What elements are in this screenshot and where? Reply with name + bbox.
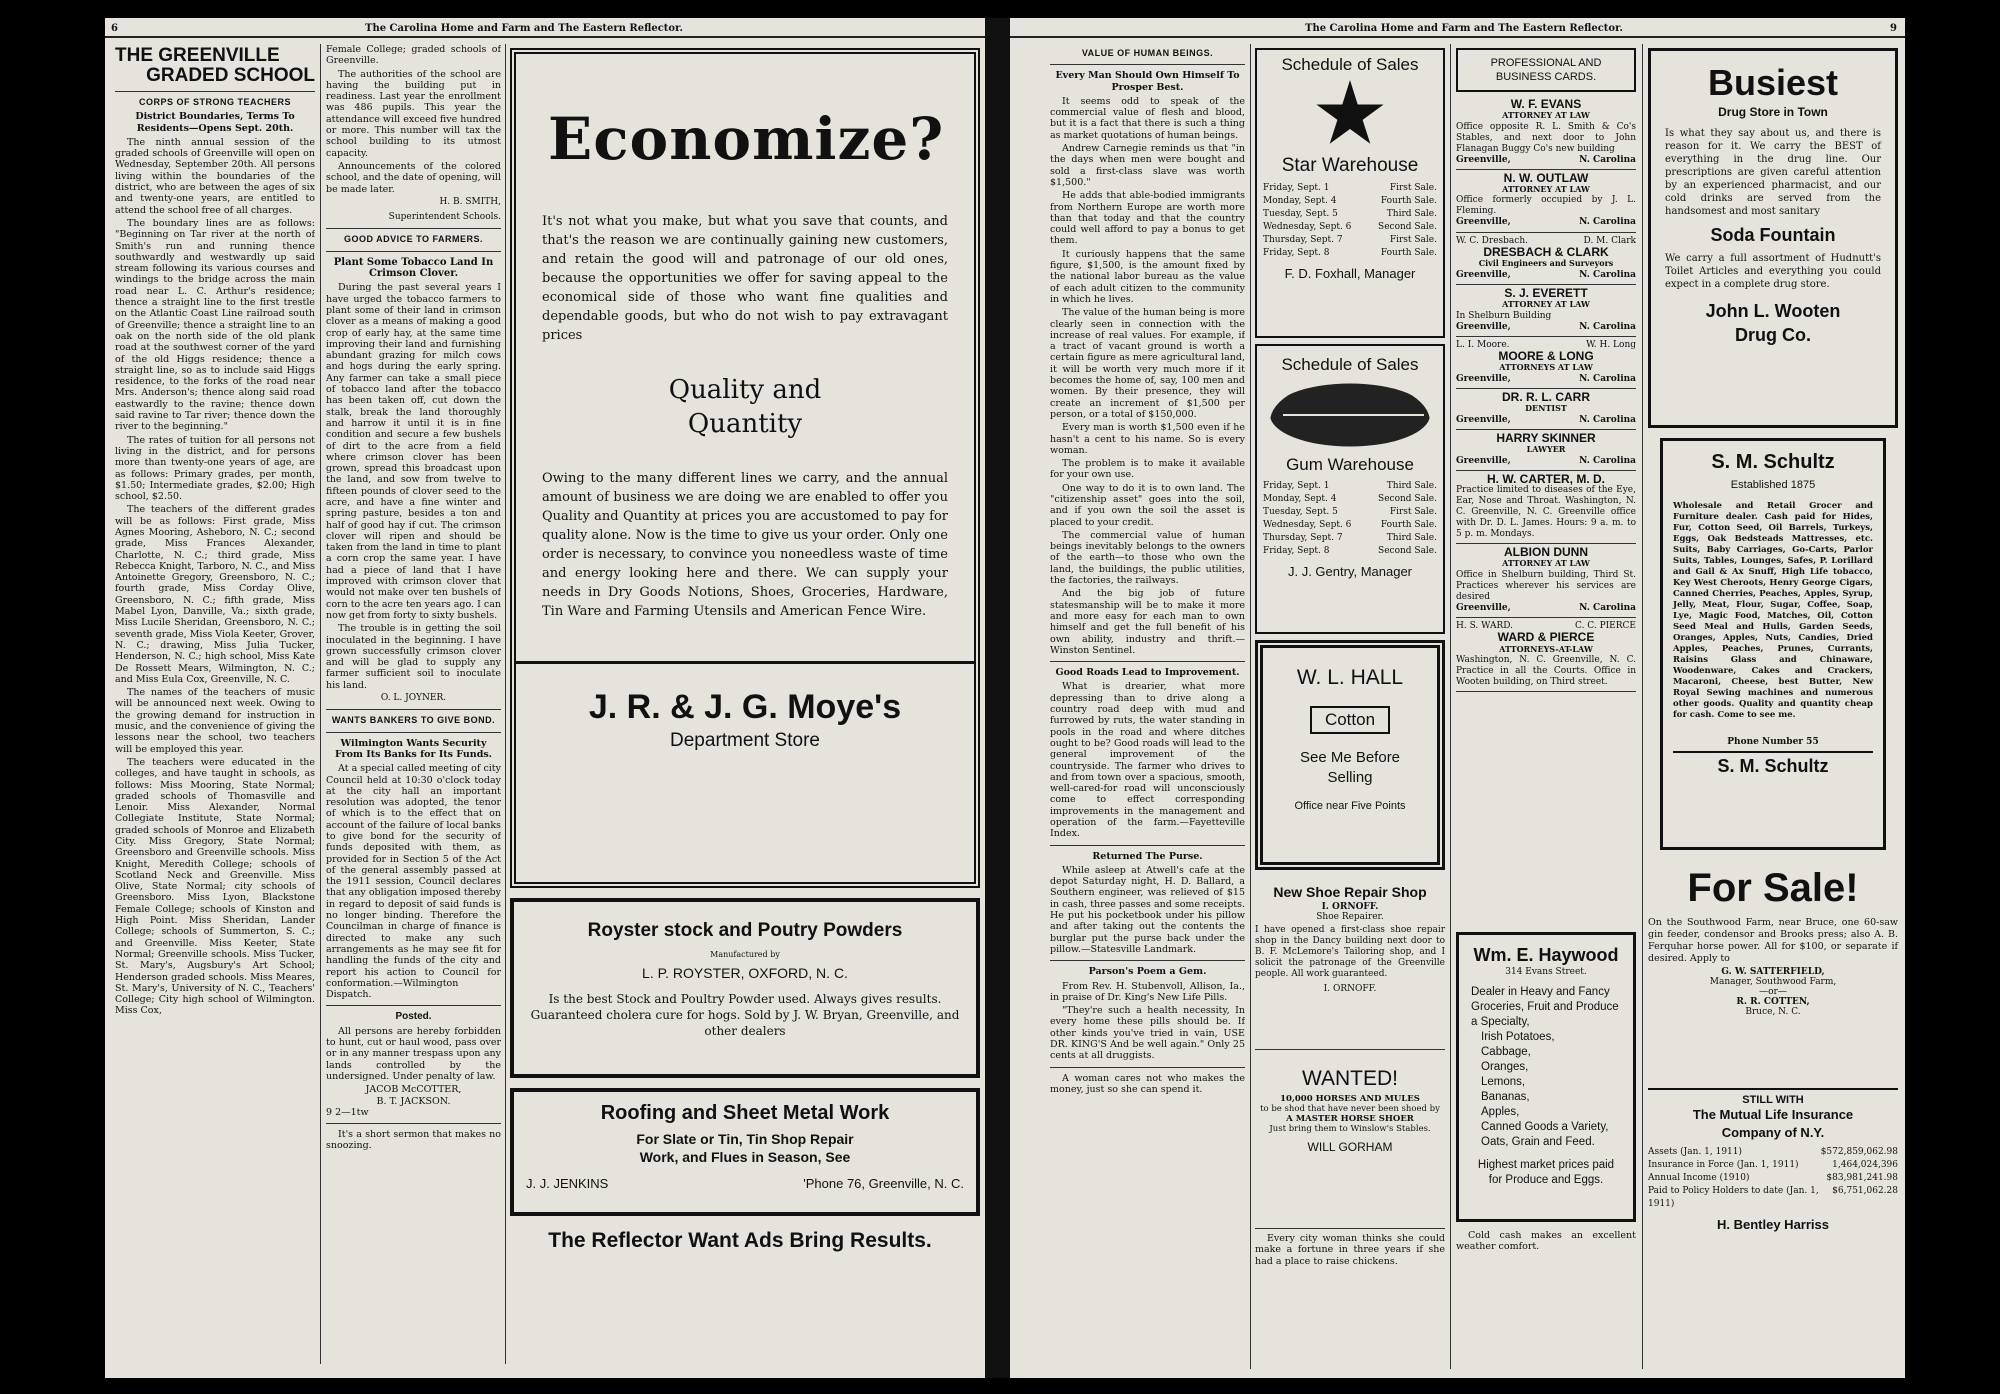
- card-name: H. W. CARTER, M. D.: [1487, 471, 1605, 486]
- ad-moye-store-name: J. R. & J. G. Moye's: [588, 688, 902, 726]
- sale-date: Thursday, Sept. 7: [1263, 533, 1343, 543]
- card-text: Practice limited to diseases of the Eye, Ear, Nose and Throat. Washington, N. C. Greenville, N. C. Greenville office with Dr. D. L. James. Hours: 9 a. m. to 5 p. m. Mondays.: [1456, 485, 1636, 540]
- card-title: ATTORNEY AT LAW: [1502, 110, 1590, 121]
- sale-date: Friday, Sept. 1: [1263, 183, 1330, 193]
- ad-schultz-sig: S. M. Schultz: [1673, 751, 1873, 779]
- ad-sale-title1: Manager, Southwood Farm,: [1709, 977, 1837, 987]
- paragraph: Announcements of the colored school, and the date of opening, will be made later.: [326, 160, 501, 195]
- ad-wooten-name1: John L. Wooten: [1705, 301, 1841, 321]
- filler-city-woman: [1255, 1228, 1445, 1278]
- card-state: N. Carolina: [1579, 455, 1636, 466]
- partner-name: H. S. WARD.: [1456, 621, 1513, 632]
- paragraph: And the big job of future statesmanship will be to make it more and more easy for each man to own himself and get the full benefit of his own ability, industry and thrift.—Winston Sentinel.: [1050, 588, 1245, 656]
- ad-royster-headline: Royster stock and Poutry Powders: [587, 920, 903, 941]
- card-text: Washington, N. C. Greenville, N. C. Practice in all the Courts. Office in Wooten building, on Third street.: [1456, 654, 1636, 687]
- cards-title1: PROFESSIONAL AND: [1490, 57, 1602, 69]
- card-city: Greenville,: [1456, 217, 1511, 228]
- business-card: [1456, 233, 1636, 285]
- sale-number: Fourth Sale.: [1380, 196, 1437, 206]
- left-running-title: The Carolina Home and Farm and The Eastern Reflector.: [365, 23, 683, 34]
- mutual-value: $572,859,062.98: [1820, 1147, 1898, 1157]
- date-line: 9 2—1tw: [326, 1106, 369, 1118]
- card-text: Office in Shelburn building, Third St. Practices wherever his services are desired: [1456, 569, 1636, 602]
- card-name: S. J. EVERETT: [1504, 285, 1588, 300]
- card-title: ATTORNEY AT LAW: [1502, 184, 1590, 195]
- ad-wooten-headline: Busiest: [1707, 62, 1839, 103]
- professional-cards: [1456, 44, 1636, 924]
- sale-number: Second Sale.: [1378, 222, 1437, 232]
- card-city: Greenville,: [1456, 154, 1511, 165]
- ad-mutual-life: [1648, 1088, 1898, 1273]
- ad-royster-manu: Manufactured by: [710, 950, 780, 959]
- paragraph: A woman cares not who makes the money, just so she can spend it.: [1050, 1072, 1245, 1095]
- headline-bankers: WANTS BANKERS TO GIVE BOND.: [331, 715, 496, 726]
- ad-wooten-body: Is what they say about us, and there is reason for it. We carry the BEST of everything in the drug line. Our prescriptions are given careful attention by an experienced pharmacist, and our cold drinks are served from the handsomest and most sanitary: [1665, 128, 1881, 217]
- paragraph: The problem is to make it available for your own use.: [1050, 458, 1245, 481]
- paragraph: It's a short sermon that makes no snoozing.: [326, 1129, 501, 1152]
- card-title: LAWYER: [1526, 444, 1566, 455]
- ad-shoe-sig: I. ORNOFF.: [1323, 984, 1377, 994]
- paragraph: The boundary lines are as follows: "Beginning on Tar river at the north of Smith's run and running thence southwardly and westwardly up said stream following its various courses and windings to the bridge across the main road near L. C. Arthur's residence; thence a straight line to the first trestle on the Atlantic Coast Line railroad south of Greenville; thence a straight line to an oak on the north side of the old plank road at the southwest corner of the yard of the old Higgs residence; thence a straight line, so as to include said Higgs residence, to the forks of the road near Mrs. Anderson's; thence along said road eastwardly to the ravine; thence down said ravine to Tar river; thence down the river to the beginning.": [115, 217, 315, 433]
- card-state: N. Carolina: [1579, 602, 1636, 613]
- sale-date: Monday, Sept. 4: [1263, 494, 1337, 504]
- card-state: N. Carolina: [1579, 321, 1636, 332]
- footer-want-ads: The Reflector Want Ads Bring Results.: [548, 1229, 932, 1252]
- tobacco-leaf-icon: [1270, 380, 1430, 450]
- partner-name: L. I. Moore.: [1456, 339, 1510, 350]
- card-text: In Shelburn Building: [1456, 310, 1552, 321]
- ad-moye-headline: Economize?: [548, 105, 945, 173]
- ad-schultz: [1660, 438, 1886, 850]
- business-card: [1456, 285, 1636, 337]
- paragraph: He adds that able-bodied immigrants from Northern Europe are worth more than that today and that the country could well afford to pay a bonus to get them.: [1050, 190, 1245, 247]
- ad-wooten-soda: Soda Fountain: [1710, 225, 1836, 245]
- ad-haywood: [1456, 932, 1636, 1222]
- sale-number: First Sale.: [1389, 507, 1437, 517]
- paragraph: At a special called meeting of city Council held at 10:30 o'clock today at the city hall an important resolution was adopted, the tenor of which is to the effect that on account of the failure of local banks to give bond for the security of funds deposited with them, as provided for in Section 5 of the Act of the general assembly passed at the 1911 session, Council declares that any obligation imposed thereby in regard to deposit of said funds is no longer binding. Therefore the Councilman in charge of finance is directed to make any such arrangements as he may see fit for handling the funds of the city and report his action to Council for conformation.—Wilmington Dispatch.: [326, 763, 501, 1001]
- cards-header: [1456, 48, 1636, 92]
- business-card: [1456, 337, 1636, 389]
- ad-shoe-name: I. ORNOFF.: [1321, 902, 1379, 912]
- article-human-beings: [1050, 44, 1245, 1369]
- partner-name: W. H. Long: [1586, 339, 1636, 350]
- ad-sale-headline: For Sale!: [1687, 866, 1859, 910]
- card-name: MOORE & LONG: [1498, 349, 1594, 364]
- card-title: ATTORNEYS-AT-LAW: [1499, 643, 1593, 654]
- paragraph: During the past several years I have urged the tobacco farmers to plant some of their land in crimson clover as a means of making a good crop of early hay, at the same time improving their land and furnishing abundant grazing for milch cows and hogs during the early spring. Any farmer can take a small piece of tobacco land after the tobacco has been taken off, cut down the stalk, break the land thoroughly and harrow it until it is in fine condition and secure a few bushels of dirt to the acre from a field where crimson clover has been grown, spread this broadcast upon the land, and sow from twelve to fifteen pounds of clover seed to the acre, and have a fine winter and spring pasture, besides a ton and half of good hay if cut. The crimson clover will ripen and should be taken from the land in time to plant a corn crop the same year. I have had a piece of land that I have improved with crimson clover that would not make over ten bushels of corn to the acre ten years ago. I can now get from forty to sixty bushels.: [326, 282, 501, 621]
- ad-haywood-foot: Highest market prices paid for Produce and Eggs.: [1477, 1159, 1615, 1186]
- left-running-head: [105, 22, 985, 38]
- right-running-title: The Carolina Home and Farm and The Eastern Reflector.: [1305, 23, 1623, 34]
- filler-cold-cash: [1456, 1230, 1636, 1270]
- sale-date: Friday, Sept. 8: [1263, 248, 1330, 258]
- sale-date: Tuesday, Sept. 5: [1263, 209, 1338, 219]
- signature: H. B. SMITH,: [439, 196, 501, 207]
- ad-hall-line2: Selling: [1327, 769, 1373, 786]
- mutual-value: $6,751,062.28: [1832, 1186, 1898, 1196]
- ad-sale-place: Bruce, N. C.: [1745, 1007, 1801, 1017]
- sale-number: Fourth Sale.: [1380, 520, 1437, 530]
- signature: B. T. JACKSON.: [376, 1095, 451, 1107]
- sale-date: Monday, Sept. 4: [1263, 196, 1337, 206]
- card-title: ATTORNEY AT LAW: [1502, 299, 1590, 310]
- card-title: DENTIST: [1525, 403, 1567, 414]
- ad-star-title: Schedule of Sales: [1281, 55, 1419, 74]
- ad-gum-manager: J. J. Gentry, Manager: [1287, 564, 1413, 579]
- ad-haywood-addr: 314 Evans Street.: [1505, 967, 1587, 977]
- paragraph: The commercial value of human beings inevitably belongs to the owners of the earth—to those who own the land, the buildings, the public utilities, the factories, the railways.: [1050, 529, 1245, 587]
- ad-schultz-name: S. M. Schultz: [1711, 451, 1835, 473]
- sale-date: Friday, Sept. 1: [1263, 481, 1330, 491]
- card-state: N. Carolina: [1579, 217, 1636, 228]
- card-city: Greenville,: [1456, 269, 1511, 280]
- right-running-head: [1010, 22, 1905, 38]
- card-name: DRESBACH & CLARK: [1483, 245, 1609, 260]
- paragraph: The names of the teachers of music will be announced next week. Owing to the growing demand for instruction in music, and the convenience of giving the lessons near the school, two teachers will be employed this year.: [115, 687, 315, 755]
- grocery-item: Irish Potatoes,: [1481, 1031, 1555, 1043]
- sale-number: Third Sale.: [1386, 481, 1437, 491]
- article-graded-school: [115, 44, 315, 1359]
- sale-number: Second Sale.: [1378, 494, 1437, 504]
- grocery-item: Apples,: [1481, 1106, 1520, 1118]
- ad-moye-store-sub: Department Store: [670, 730, 820, 751]
- paragraph: While asleep at Atwell's cafe at the depot Saturday night, H. D. Ballard, a Southern engineer, was relieved of $15 in cash, three passes and some receipts. He put his pocketbook under his pillow and after taking out the contents the burglar put the purse back under the pillow.—Statesville Landmark.: [1050, 864, 1245, 955]
- card-state: N. Carolina: [1579, 269, 1636, 280]
- paragraph: "They're such a health necessity, In every home these pills should be. If other kinds you've tried in vain, USE DR. KING'S And be well again." Only 25 cents at all druggists.: [1050, 1005, 1245, 1062]
- sale-number: Second Sale.: [1378, 546, 1437, 556]
- ad-jenkins-phone: 'Phone 76, Greenville, N. C.: [803, 1176, 964, 1191]
- ad-wooten-drug: [1648, 48, 1898, 428]
- ad-royster-body: Is the best Stock and Poultry Powder used. Always gives results. Guaranteed cholera cure for hogs. Sold by J. W. Bryan, Greenville, and other dealers: [530, 992, 960, 1038]
- ad-jenkins-roofing: [510, 1088, 980, 1216]
- partner-name: C. C. PIERCE: [1575, 621, 1636, 632]
- ad-haywood-name: Wm. E. Haywood: [1473, 945, 1619, 965]
- ad-royster-maker: L. P. ROYSTER, OXFORD, N. C.: [642, 965, 848, 981]
- card-state: N. Carolina: [1579, 373, 1636, 384]
- right-page: [1010, 18, 1905, 1378]
- ad-wanted-line1: 10,000 HORSES AND MULES: [1280, 1094, 1420, 1104]
- ad-sale-or: —or—: [1759, 987, 1787, 997]
- sale-date: Wednesday, Sept. 6: [1263, 520, 1352, 530]
- ad-wooten-sub: Drug Store in Town: [1718, 105, 1828, 119]
- ad-jenkins-headline: Roofing and Sheet Metal Work: [600, 1102, 890, 1124]
- sale-number: First Sale.: [1389, 235, 1437, 245]
- paragraph: The teachers of the different grades will be as follows: First grade, Miss Agnes Mooring, Asheboro, N. C.; second grade, Miss Frances Alexander, Charlotte, N. C.; third grade, Miss Rebecca Knight, Tarboro, N. C., and Miss Antoinette Gregory, Greensboro, N. C.; fourth grade, Miss Corday Olive, Greensboro, N. C.; fifth grade, Miss Mabel Lyon, Danville, Va.; sixth grade, Miss Lucile Sheridan, Greensboro, N. C.; seventh grade, Miss Viola Keeter, Grover, N. C.; drawing, Miss Julia Tucker, Henderson, N. C.; high school, Miss Kate De Rossett Mears, Wilmington, N. C.; and Miss Eula Cox, Greenville, N. C.: [115, 504, 315, 685]
- left-page-number: 6: [111, 23, 118, 34]
- deck-wilmington: Wilmington Wants Security From Its Banks for Its Funds.: [334, 737, 492, 760]
- deck-human-beings: Every Man Should Own Himself To Prosper Best.: [1055, 70, 1240, 93]
- cards-list: [1456, 96, 1636, 692]
- sale-date: Thursday, Sept. 7: [1263, 235, 1343, 245]
- ad-haywood-line: Canned Goods a Variety, Oats, Grain and Feed.: [1481, 1121, 1609, 1148]
- paragraph: Every city woman thinks she could make a fortune in three years if she had a place to raise chickens.: [1255, 1233, 1445, 1267]
- ad-shoe-repair: [1255, 882, 1445, 1050]
- mutual-key: Insurance in Force (Jan. 1, 1911): [1648, 1160, 1799, 1170]
- card-name: DR. R. L. CARR: [1502, 390, 1590, 405]
- article-deck: District Boundaries, Terms To Residents—Opens Sept. 20th.: [135, 111, 295, 134]
- headline-farmers: GOOD ADVICE TO FARMERS.: [343, 234, 483, 245]
- ad-haywood-intro: Dealer in Heavy and Fancy Groceries, Fruit and Produce a Specialty,: [1471, 986, 1619, 1028]
- ad-sale-name2: R. R. COTTEN,: [1736, 997, 1810, 1007]
- ad-wanted: [1255, 1058, 1445, 1218]
- business-card: [1456, 430, 1636, 471]
- ad-star-name: Star Warehouse: [1281, 155, 1419, 176]
- ad-jenkins-line1: For Slate or Tin, Tin Shop Repair: [636, 1131, 854, 1147]
- ad-sale-body: On the Southwood Farm, near Bruce, one 60-saw gin feeder, condensor and Brooks press; also A. B. Ferquhar horse power. All for $100, or separate if desired. Apply to: [1648, 917, 1898, 964]
- headline-parson: Parson's Poem a Gem.: [1088, 966, 1207, 978]
- paragraph: One way to do it is to own land. The "citizenship asset" goes into the soil, and if you own the soil the asset is placed to your credit.: [1050, 482, 1245, 528]
- ad-wanted-line3: A MASTER HORSE SHOER: [1286, 1114, 1414, 1124]
- sale-number: Third Sale.: [1386, 209, 1437, 219]
- card-city: Greenville,: [1456, 321, 1511, 332]
- business-card: [1456, 170, 1636, 233]
- card-name: W. F. EVANS: [1510, 97, 1582, 111]
- card-state: N. Carolina: [1579, 154, 1636, 165]
- headline-human-beings: VALUE OF HUMAN BEINGS.: [1081, 48, 1214, 58]
- article-title-line1: THE GREENVILLE: [115, 45, 280, 66]
- star-icon: [1315, 80, 1385, 150]
- ad-moye-department-store: [510, 48, 980, 888]
- ad-schultz-est: Established 1875: [1730, 479, 1816, 491]
- ad-schultz-phone: Phone Number 55: [1727, 737, 1819, 747]
- ad-wanted-line2: to be shod that have never been shoed by: [1260, 1104, 1440, 1114]
- paragraph: Andrew Carnegie reminds us that "in the days when men were bought and sold a first-class slave was worth $1,500.": [1050, 143, 1245, 188]
- paragraph: What is drearier, what more depressing than to drive along a country road deep with mud and furrowed by ruts, the water standing in pools in the road and where ditches ought to be? Good roads will lead to the general improvement of the countryside. The farmer who drives to and from town over a spacious, smooth, well-cared-for road will unconsciously come to effect corresponding improvements in the management and operation of the farm.—Fayetteville Index.: [1050, 681, 1245, 840]
- grocery-item: Cabbage,: [1481, 1046, 1531, 1058]
- ad-wooten-body2: We carry a full assortment of Hudnutt's Toilet Articles and everything you could expect in a complete drug store.: [1665, 253, 1881, 290]
- card-title: Civil Engineers and Surveyors: [1478, 258, 1614, 269]
- paragraph: The ninth annual session of the graded schools of Greenville will open on Wednesday, September 20th. All persons living within the boundaries of the district, who are between the ages of six and twenty-one years, are entitled to attend the school free of all charges.: [115, 136, 315, 216]
- ad-hall-office: Office near Five Points: [1294, 800, 1406, 812]
- ad-wanted-name: WILL GORHAM: [1307, 1140, 1393, 1154]
- ad-moye-quality: Quality and: [668, 375, 822, 405]
- paragraph: The rates of tuition for all persons not living in the district, and for persons more than twenty-one years of age, are as follows: Primary grades, per month, $1.50; Intermediate grades, $2.00; High school, $2.50.: [115, 434, 315, 503]
- ad-haywood-items: [1471, 1030, 1621, 1120]
- card-name: ALBION DUNN: [1504, 545, 1588, 560]
- ad-schultz-body: Wholesale and Retail Grocer and Furniture dealer. Cash paid for Hides, Fur, Cotton Seed, Oil Barrels, Turkeys, Eggs, Oak Bedsteads Mattresses, etc. Suits, Baby Carriages, Go-Carts, Parlor Suits, Tables, Lounges, Safes, P. Lorillard and Gail & Ax Snuff, High Life tobacco, Key West Cheroots, Henry George Cigars, Canned Cherries, Peaches, Apples, Syrup, Jelly, Meat, Flour, Sugar, Coffee, Soap, Lye, Magic Food, Matches, Oil, Cotton Seed Meal and Hulls, Garden Seeds, Oranges, Apples, Nuts, Candies, Dried Apples, Peaches, Prunes, Currants, Raisins Glass and Chinaware, Woodenware, Cakes and Crackers, Macaroni, Cheese, best Butter, New Royal Sewing machines and numerous other goods. Quality and quantity cheap for cash. Come to see me.: [1673, 501, 1873, 720]
- grocery-item: Lemons,: [1481, 1076, 1526, 1088]
- grocery-item: Oranges,: [1481, 1061, 1529, 1073]
- paragraph: The teachers were educated in the colleges, and have taught in schools, as follows: Miss Mooring, State Normal; graded schools of Thomasville and Lenoir. Miss Alexander, Normal Collegiate Institute, State Normal; graded schools of Monroe and Elizabeth City. Miss Gregory, State Normal; Greensboro and Greenville schools. Miss Knight, Meredith College; schools of Scotland Neck and Greenville. Miss Olive, State Normal; city schools of Greensboro. Miss Lyon, Blackstone Female College; schools of Kinston and High Point. Miss Sheridan, Lander College; schools of Summerton, S. C.; and Greenville. Miss Keeter, State Normal; Greenville schools. Miss Tucker, St. Mary's, Augsbury's Art School; Henderson graded schools. Miss Meares, St. Mary's, University of N. C., Teachers' College; City high school of Wilmington. Miss Cox,: [115, 756, 315, 1017]
- grocery-item: Bananas,: [1481, 1091, 1530, 1103]
- cards-title2: BUSINESS CARDS.: [1495, 71, 1597, 83]
- sale-date: Tuesday, Sept. 5: [1263, 507, 1338, 517]
- paragraph: Female College; graded schools of Greenville.: [326, 44, 501, 67]
- ad-shoe-title: Shoe Repairer.: [1316, 912, 1384, 922]
- paragraph: It curiously happens that the same figure, $1,500, is the amount fixed by the national labor bureau as the value of each adult citizen to the community in which he lives.: [1050, 248, 1245, 305]
- column-two: [326, 44, 501, 1359]
- ad-gum-name: Gum Warehouse: [1286, 455, 1414, 474]
- card-title: ATTORNEYS AT LAW: [1499, 362, 1593, 373]
- card-city: Greenville,: [1456, 455, 1511, 466]
- mutual-value: $83,981,241.98: [1826, 1173, 1898, 1183]
- ad-mutual-l1: STILL WITH: [1742, 1094, 1804, 1106]
- paragraph: All persons are hereby forbidden to hunt, cut or haul wood, pass over or in any manner trespass upon any lands controlled by the undersigned. Under penalty of law.: [326, 1025, 501, 1082]
- ad-wanted-line4: Just bring them to Winslow's Stables.: [1269, 1124, 1431, 1134]
- ad-gum-warehouse: [1255, 344, 1445, 634]
- mutual-value: 1,464,024,396: [1832, 1160, 1898, 1170]
- ad-jenkins-name: J. J. JENKINS: [526, 1176, 609, 1191]
- sale-date: Wednesday, Sept. 6: [1263, 222, 1352, 232]
- business-card: [1456, 96, 1636, 170]
- article-subhead: CORPS OF STRONG TEACHERS: [138, 97, 291, 107]
- signature: O. L. JOYNER.: [380, 693, 447, 704]
- left-page: [105, 18, 985, 1378]
- sale-number: Fourth Sale.: [1380, 248, 1437, 258]
- card-city: Greenville,: [1456, 373, 1511, 384]
- card-text: Office opposite R. L. Smith & Co's Stables, and next door to John Flanagan Buggy Co's new building: [1456, 121, 1636, 154]
- paragraph: The trouble is in getting the soil inoculated in the beginning. I have grown successfully crimson clover and will be glad to supply any farmer sufficient soil to inoculate his land.: [326, 623, 501, 691]
- ad-mutual-l3: Company of N.Y.: [1721, 1125, 1825, 1140]
- card-city: Greenville,: [1456, 602, 1511, 613]
- mutual-key: Annual Income (1910): [1648, 1173, 1750, 1183]
- ad-mutual-agent: H. Bentley Harriss: [1717, 1217, 1829, 1232]
- card-name: N. W. OUTLAW: [1503, 170, 1589, 185]
- headline-posted: Posted.: [395, 1011, 432, 1023]
- headline-purse: Returned The Purse.: [1092, 850, 1203, 862]
- ad-mutual-l2: The Mutual Life Insurance: [1692, 1107, 1854, 1122]
- paragraph: It seems odd to speak of the commercial value of flesh and blood, but it is a fact that there is such a thing as market quotations of human beings.: [1050, 95, 1245, 141]
- ad-moye-body1: It's not what you make, but what you save that counts, and that's the reason we are continually gaining new customers, and retain the good will and patronage of our old ones, because the opportunities we offer for saving appeal to the economical side of those who want fine qualities and dependable goods, but who do not wish to pay extravagant prices: [542, 214, 948, 343]
- ad-wl-hall: [1255, 640, 1445, 870]
- ad-hall-product: Cotton: [1310, 706, 1390, 734]
- right-page-number: 9: [1890, 23, 1897, 34]
- sale-number: Third Sale.: [1386, 533, 1437, 543]
- deck-clover: Plant Some Tobacco Land In Crimson Clover.: [333, 256, 494, 280]
- card-text: Office formerly occupied by J. L. Fleming.: [1456, 195, 1636, 217]
- sale-date: Friday, Sept. 8: [1263, 546, 1330, 556]
- paragraph: The value of the human being is more clearly seen in connection with the increase of real values. For example, if a tract of vacant ground is worth a certain figure as mere agricultural land, it will be worth very much more if it becomes the home of, say, 100 men and women. By their presence, they will create an increment of $1,500 per person, or a total of $150,000.: [1050, 307, 1245, 420]
- mutual-key: Paid to Policy Holders to date (Jan. 1, 1911): [1648, 1186, 1819, 1209]
- ad-for-sale: [1648, 863, 1898, 1083]
- ad-moye-body2: Owing to the many different lines we carry, and the annual amount of business we are doing we are enabled to offer you Quality and Quantity at prices you are accustomed to pay for quality alone. Now is the time to give us your order. Only one order is necessary, to convince you noneedless waste of time and energy looking here and there. We can supply your needs in Dry Goods Notions, Shoes, Groceries, Hardware, Tin Ware and Farming Utensils and American Fence Wire.: [542, 471, 948, 619]
- ad-star-manager: F. D. Foxhall, Manager: [1284, 266, 1416, 281]
- ad-gum-title: Schedule of Sales: [1281, 355, 1419, 374]
- sale-number: First Sale.: [1389, 183, 1437, 193]
- signature: JACOB McCOTTER,: [365, 1084, 462, 1096]
- ad-jenkins-line2: Work, and Flues in Season, See: [639, 1149, 851, 1165]
- article-title-line2: GRADED SCHOOL: [146, 65, 315, 86]
- business-card: [1456, 471, 1636, 544]
- ad-star-warehouse: [1255, 48, 1445, 338]
- partner-name: D. M. Clark: [1583, 235, 1636, 246]
- paragraph: Every man is worth $1,500 even if he hasn't a cent to his name. So is every woman.: [1050, 422, 1245, 456]
- card-name: WARD & PIERCE: [1497, 630, 1595, 645]
- business-card: [1456, 544, 1636, 618]
- headline-good-roads: Good Roads Lead to Improvement.: [1055, 667, 1240, 679]
- ad-moye-quantity: Quantity: [687, 409, 803, 439]
- mutual-key: Assets (Jan. 1, 1911): [1648, 1147, 1743, 1157]
- ad-sale-name1: G. W. SATTERFIELD,: [1721, 967, 1825, 977]
- card-city: Greenville,: [1456, 414, 1511, 425]
- business-card: [1456, 389, 1636, 430]
- ad-shoe-headline: New Shoe Repair Shop: [1273, 884, 1427, 900]
- paragraph: The authorities of the school are having the building put in readiness. Last year the enrollment was 486 pupils. This year the attendance will exceed five hundred or more. This number will tax the school building to its utmost capacity.: [326, 68, 501, 159]
- ad-shoe-body: I have opened a first-class shoe repair shop in the Dancy building next door to B. F. McLemore's Tailoring shop, and I solicit the patronage of the Greenville people. All work guaranteed.: [1255, 925, 1445, 979]
- ad-hall-name: W. L. HALL: [1296, 666, 1404, 689]
- card-name: HARRY SKINNER: [1496, 430, 1596, 445]
- paragraph: Cold cash makes an excellent weather comfort.: [1456, 1230, 1636, 1253]
- ad-royster: [510, 898, 980, 1078]
- card-title: ATTORNEY AT LAW: [1502, 558, 1590, 569]
- paragraph: From Rev. H. Stubenvoll, Allison, Ia., in praise of Dr. King's New Life Pills.: [1050, 980, 1245, 1003]
- business-card: [1456, 618, 1636, 692]
- signature-title: Superintendent Schools.: [388, 212, 501, 223]
- ad-hall-line1: See Me Before: [1299, 749, 1401, 766]
- ad-wanted-headline: WANTED!: [1301, 1067, 1399, 1090]
- ad-wooten-name2: Drug Co.: [1735, 325, 1811, 345]
- partner-name: W. C. Dresbach.: [1456, 235, 1528, 246]
- card-state: N. Carolina: [1579, 414, 1636, 425]
